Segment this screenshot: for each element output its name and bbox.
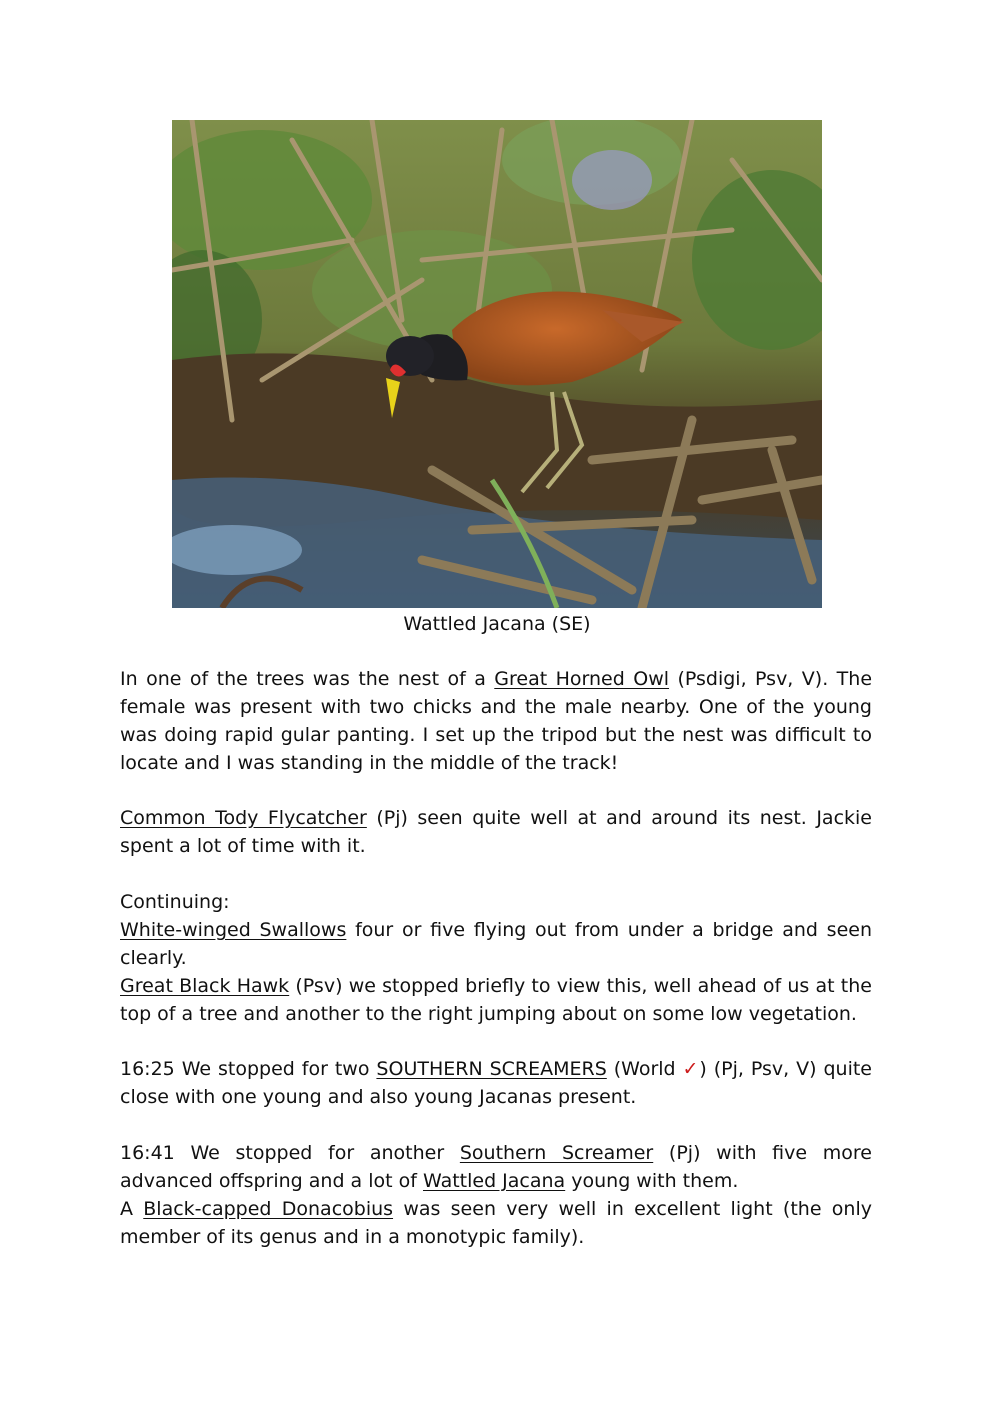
sighting-southern-screamer <box>120 1139 872 1195</box>
text: A <box>120 1198 144 1220</box>
text: was seen very well in excellent light (the only member of its genus and in a monotypic family). <box>120 1198 872 1248</box>
paragraph-continuing <box>120 888 872 1028</box>
photo-caption: Wattled Jacana (SE) <box>403 613 591 635</box>
bird-name-black-capped-donacobius: Black-capped Donacobius <box>143 1198 394 1220</box>
paragraph-common-tody-flycatcher <box>120 804 872 860</box>
sighting-white-winged-swallows <box>120 916 872 972</box>
text: 16:41 We stopped for another <box>120 1142 460 1164</box>
paragraph-southern-screamer-donacobius <box>120 1139 872 1251</box>
bird-name-white-winged-swallows: White-winged Swallows <box>120 919 347 941</box>
paragraph-southern-screamers <box>120 1055 872 1111</box>
text: (Pj) seen quite well at and around its nest. Jackie spent a lot of time with it. <box>120 807 872 857</box>
sighting-great-black-hawk <box>120 972 872 1028</box>
text: (Psv) we stopped briefly to view this, well ahead of us at the top of a tree and another to the right jumping about on some low vegetation. <box>120 975 872 1025</box>
text: 16:25 We stopped for two <box>120 1058 377 1080</box>
text: (Pj) with five more advanced offspring and a lot of <box>120 1142 872 1192</box>
bird-name-southern-screamers: SOUTHERN SCREAMERS <box>376 1058 607 1080</box>
checkmark-icon: ✓ <box>682 1058 700 1080</box>
text: (World <box>606 1058 683 1080</box>
bird-name-common-tody-flycatcher: Common Tody Flycatcher <box>120 807 367 829</box>
sighting-black-capped-donacobius <box>120 1195 872 1251</box>
bird-name-great-horned-owl: Great Horned Owl <box>494 668 670 690</box>
text: young with them. <box>565 1170 739 1192</box>
bird-name-southern-screamer: Southern Screamer <box>459 1142 654 1164</box>
bird-name-great-black-hawk: Great Black Hawk <box>120 975 290 997</box>
bird-name-wattled-jacana: Wattled Jacana <box>423 1170 566 1192</box>
paragraph-great-horned-owl <box>120 665 872 777</box>
text: In one of the trees was the nest of a <box>120 668 495 690</box>
jacana-photo <box>172 120 822 608</box>
text: (Psdigi, Psv, V). The female was present with two chicks and the male nearby. One of the young was doing rapid gular panting. I set up the tripod but the nest was difficult to locate and I was standing in the middle of the track! <box>120 668 873 774</box>
section-heading: Continuing: <box>120 891 230 913</box>
text: ) (Pj, Psv, V) quite close with one young and also young Jacanas present. <box>120 1058 872 1108</box>
text: four or five flying out from under a bridge and seen clearly. <box>120 919 872 969</box>
